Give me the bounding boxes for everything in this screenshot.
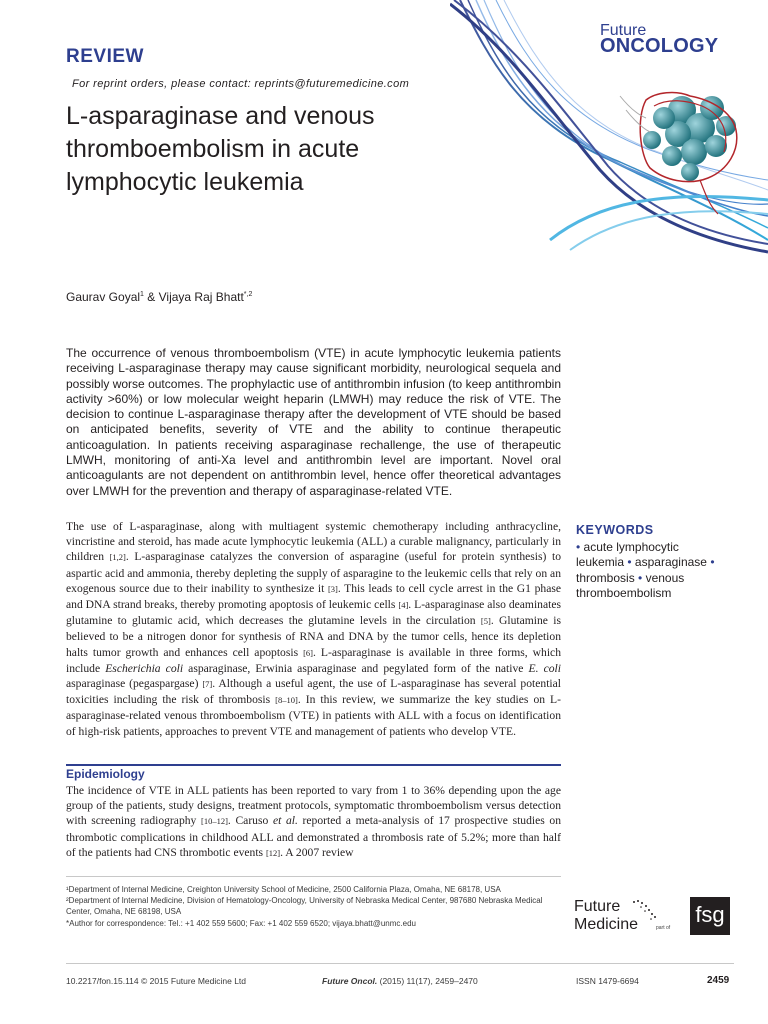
body-paragraph: The incidence of VTE in ALL patients has been reported to vary from 1 to 36% depending upon the age group of the patients, study designs, treatment protocols, symptomatic thromboembolism versus detection with screening radiography [10–12]. Caruso et al. reported a meta-analysis of 17 prospective studies on thrombotic complications in childhood ALL and demonstrated a thrombosis rate of 5.2%; more than half of the patients had CNS thrombotic events [12]. A 2007 review — [66, 784, 562, 859]
footer-doi: 10.2217/fon.15.114 © 2015 Future Medicine Ltd — [66, 976, 247, 986]
reprint-notice: For reprint orders, please contact: reprints@futuremedicine.com — [72, 78, 410, 90]
affiliation-marker: 1 — [140, 291, 144, 298]
author-name: Gaurav Goyal — [66, 290, 141, 304]
bullet-icon: • — [627, 555, 632, 570]
citation-ref[interactable]: [12] — [265, 847, 281, 858]
correspondence-footnote: *Author for correspondence: Tel.: +1 402 559 5600; Fax: +1 402 559 6520; vijaya.bhatt@unmc.edu — [66, 918, 416, 928]
citation-ref[interactable]: [1,2] — [109, 552, 126, 563]
keyword: asparaginase — [634, 555, 707, 570]
fsg-logo: fsg — [690, 897, 730, 935]
footer-citation: Future Oncol. (2015) 11(17), 2459–2470 — [322, 976, 478, 986]
affiliation-marker: *,2 — [243, 291, 253, 298]
journal-name-line1: Future — [600, 22, 647, 39]
bullet-icon: • — [576, 540, 581, 554]
publisher-logo: Future Medicine — [574, 898, 639, 933]
citation-ref[interactable]: [5] — [480, 616, 491, 627]
affiliation-footnote: ¹Department of Internal Medicine, Creighton University School of Medicine, 2500 California Plaza, Omaha, NE 68178, USA — [66, 885, 501, 894]
citation-ref[interactable]: [10–12] — [200, 816, 228, 827]
section-label: REVIEW — [66, 46, 144, 67]
citation-ref[interactable]: [8–10] — [275, 695, 298, 706]
footnotes — [66, 884, 546, 929]
body-paragraph: The use of L-asparaginase, along with multiagent systemic chemotherapy including anthracycline, vincristine and steroid, has made acute lymphocytic leukemia (ALL) a curable malignancy, particularly in children [1,2]. L-asparaginase catalyzes the conversion of asparagine (useful for protein synthesis) to aspartic acid and ammonia, thereby depleting the supply of asparagine to the leukemic cells that rely on an exogenous source due to their inability to synthesize it [3]. This leads to cell cycle arrest in the G1 phase and DNA strand breaks, thereby promoting apoptosis of leukemic cells [4]. L-asparaginase also deaminates glutamine to glutamic acid, which decreases the glutamine levels in the circulation [5]. Glutamine is believed to be a nitrogen donor for synthesis of RNA and DNA by the tumor cells, hence its depletion halts tumor growth and enhances cell apoptosis [6]. L-asparaginase is available in three forms, which include Escherichia coli asparaginase, Erwinia asparaginase and pegylated form of the native E. coli asparaginase (pegaspargase) [7]. Although a useful agent, the use of L-asparaginase has several potential toxicities including the risk of thrombosis [8–10]. In this review, we summarize the key studies on L-asparaginase-related venous thromboembolism (VTE) in patients with ALL with a focus on identification of high-risk patients, approaches to prevent VTE and management of patients who develop VTE. — [66, 520, 561, 738]
bullet-icon: • — [710, 555, 715, 570]
citation-ref[interactable]: [3] — [327, 583, 338, 594]
keyword: thrombosis — [576, 570, 635, 585]
keywords-heading: KEYWORDS — [576, 523, 654, 537]
author-separator: & — [143, 290, 159, 304]
affiliation-footnote: ²Department of Internal Medicine, Division of Hematology-Oncology, University of Nebraska Medical Center, 987680 Nebraska Medical Center, Omaha, NE 68198, USA — [66, 896, 543, 917]
footnote-divider — [66, 876, 561, 877]
section-divider — [66, 764, 561, 766]
citation-ref[interactable]: [4] — [398, 600, 409, 611]
citation-ref[interactable]: [7] — [202, 679, 213, 690]
abstract: The occurrence of venous thromboembolism (VTE) in acute lymphocytic leukemia patients receiving L-asparaginase therapy may cause significant morbidity, neurological sequela and possibly worse outcomes. The prophylactic use of antithrombin infusion (to keep antithrombin activity >60%) or low molecular weight heparin (LMWH) may reduce the risk of VTE. The decision to continue L-asparaginase therapy after the development of VTE should be based on anticipated benefits, severity of VTE and the ability to continue therapeutic anticoagulation. In patients receiving asparaginase rechallenge, the use of therapeutic LMWH, monitoring of anti-Xa level and antithrombin level are important. Novel oral anticoagulants are not dependent on antithrombin level, hence offer theoretical advantages over LMWH for the prevention and therapy of asparaginase-related VTE. — [66, 346, 561, 498]
article-title: L-asparaginase and venous thromboembolism in acute lymphocytic leukemia — [66, 102, 375, 196]
footer-issn: ISSN 1479-6694 — [576, 976, 639, 986]
page-number: 2459 — [707, 975, 730, 986]
journal-name-line2: ONCOLOGY — [600, 35, 719, 57]
citation-ref[interactable]: [6] — [303, 647, 313, 658]
footer-divider — [66, 963, 734, 964]
dots-logo-icon — [632, 898, 660, 922]
author-list — [66, 290, 252, 304]
section-heading: Epidemiology — [66, 767, 145, 781]
bullet-icon: • — [638, 570, 643, 585]
author-name: Vijaya Raj Bhatt — [158, 290, 244, 304]
keywords-list — [576, 540, 726, 601]
part-of-label: part of — [656, 925, 671, 931]
keyword: venous thromboembolism — [576, 570, 685, 600]
keyword: acute lymphocytic leukemia — [576, 540, 679, 570]
